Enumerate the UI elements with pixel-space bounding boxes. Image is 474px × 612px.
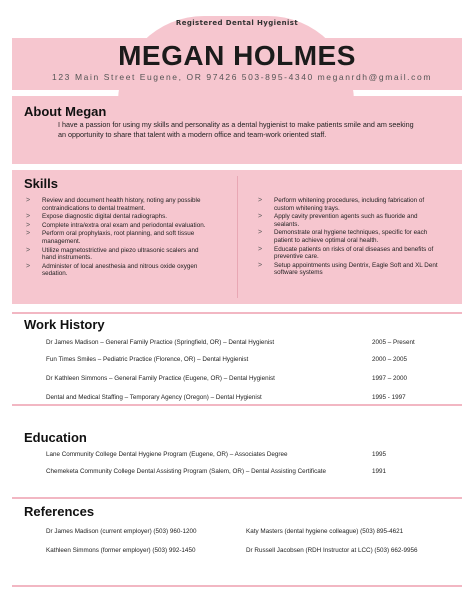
skill-item: > Perform whitening procedures, including fabrication of custom whitening trays. — [258, 197, 425, 212]
job-title: Registered Dental Hygienist — [175, 19, 299, 27]
skill-item: > Expose diagnostic digital dental radiographs. — [26, 213, 167, 221]
work-desc: Fun Times Smiles – Pediatric Practice (Florence, OR) – Dental Hygienist — [46, 356, 249, 363]
skill-item: > Perform oral prophylaxis, root planning, and soft tissue management. — [26, 230, 195, 245]
work-rule — [12, 312, 462, 314]
work-title: Work History — [24, 317, 105, 332]
reference-item: Dr James Madison (current employer) (503) 960-1200 — [46, 528, 197, 535]
education-desc: Lane Community College Dental Hygiene Program (Eugene, OR) – Associates Degree — [46, 451, 288, 458]
references-rule — [12, 497, 462, 499]
chevron-right-icon: > — [26, 197, 31, 204]
contact-phone: 503-895-4340 — [241, 72, 314, 82]
education-row — [46, 468, 436, 475]
chevron-right-icon: > — [258, 197, 263, 204]
chevron-right-icon: > — [258, 213, 263, 221]
education-date: 1995 — [372, 451, 387, 458]
education-date: 1991 — [372, 468, 387, 475]
chevron-right-icon: > — [26, 246, 31, 254]
skills-list-right — [258, 197, 438, 278]
work-date: 2005 – Present — [372, 339, 415, 346]
work-date: 1995 - 1997 — [372, 394, 406, 401]
references-title: References — [24, 504, 95, 519]
skills-title: Skills — [24, 176, 58, 191]
skills-list-left — [26, 197, 206, 279]
reference-item: Dr Russell Jacobsen (RDH Instructor at LCC) (503) 662-9956 — [246, 547, 418, 554]
chevron-right-icon: > — [26, 221, 31, 229]
work-desc: Dental and Medical Staffing – Temporary Agency (Oregon) – Dental Hygienist — [46, 394, 262, 401]
chevron-right-icon: > — [26, 213, 31, 221]
chevron-right-icon: > — [258, 229, 263, 237]
skill-item: > Administer of local anesthesia and nitrous oxide oxygen sedation. — [26, 262, 198, 278]
education-row — [46, 451, 436, 458]
skill-item: > Educate patients on risks of oral diseases and benefits of preventive care. — [258, 245, 434, 261]
chevron-right-icon: > — [26, 262, 31, 270]
about-text: I have a passion for using my skills and personality as a dental hygienist to make patients smile and am seeking an opportunity to share that talent with a modern office and team-work oriented staff. — [58, 120, 414, 139]
skill-item: > Setup appointments using Dentrix, Eagle Soft and XL Dent software systems — [258, 261, 438, 277]
work-date: 2000 – 2005 — [372, 356, 408, 363]
chevron-right-icon: > — [258, 261, 263, 269]
candidate-name: MEGAN HOLMES — [118, 40, 356, 71]
education-rule — [12, 404, 462, 406]
contact-city: Eugene, OR 97426 — [139, 72, 239, 82]
contact-row — [52, 72, 432, 82]
about-title: About Megan — [24, 104, 107, 119]
work-desc: Dr Kathleen Simmons – General Family Practice (Eugene, OR) – Dental Hygienist — [46, 375, 275, 382]
chevron-right-icon: > — [26, 230, 31, 238]
chevron-right-icon: > — [258, 245, 263, 253]
bottom-rule — [12, 585, 462, 587]
contact-email: meganrdh@gmail.com — [317, 72, 432, 82]
skills-divider — [237, 176, 238, 298]
skill-item: > Review and document health history, noting any possible contraindications to dental treatment. — [26, 197, 201, 212]
education-desc: Chemeketa Community College Dental Assisting Program (Salem, OR) – Dental Assisting Certificate — [46, 468, 326, 475]
skill-item: > Complete intra/extra oral exam and periodontal evaluation. — [26, 221, 206, 229]
contact-street: 123 Main Street — [52, 72, 137, 82]
reference-item: Kathleen Simmons (former employer) (503) 992-1450 — [46, 547, 196, 554]
reference-item: Katy Masters (dental hygiene colleague) (503) 895-4621 — [246, 528, 404, 535]
work-desc: Dr James Madison – General Family Practice (Springfield, OR) – Dental Hygienist — [46, 339, 275, 346]
skill-item: > Demonstrate oral hygiene techniques, specific for each patient to achieve optimal oral health. — [258, 229, 428, 244]
skill-item: > Apply cavity prevention agents such as fluoride and sealants. — [258, 213, 418, 228]
education-title: Education — [24, 430, 87, 445]
work-date: 1997 – 2000 — [372, 375, 408, 382]
skill-item: > Utilize magnetostrictive and piezo ultrasonic scalers and hand instruments. — [26, 246, 199, 262]
